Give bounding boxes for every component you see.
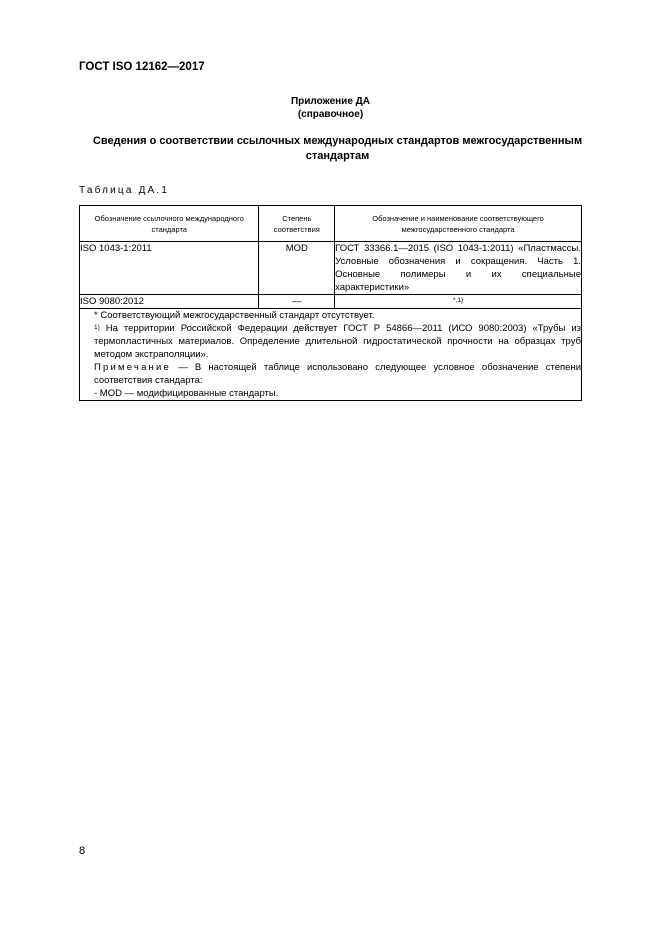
table-row: [80, 242, 582, 295]
footnote-1: [80, 322, 581, 361]
appendix-title: Приложение ДА: [290, 96, 371, 107]
cell-ref: ISO 1043-1:2011: [80, 242, 259, 295]
header-degree: Степень соответствия: [259, 206, 335, 242]
header-ref-standard: Обозначение ссылочного международного стандарта: [80, 206, 259, 242]
cell-degree: MOD: [259, 242, 335, 295]
page-number: 8: [79, 845, 86, 857]
correspondence-table: [79, 205, 582, 401]
header-interstate-standard: Обозначение и наименование соответствующего межгосударственного стандарта: [335, 206, 582, 242]
footnote-1-mark: 1): [94, 324, 100, 331]
cell-standard: [335, 295, 582, 309]
footnote-star: * Соответствующий межгосударственный стандарт отсутствует.: [94, 310, 375, 321]
table-header-row: [80, 206, 582, 242]
table-footnotes: [80, 309, 582, 401]
table-note: [80, 361, 581, 387]
note-word: Примечание: [94, 362, 171, 373]
table-row: [80, 295, 582, 309]
cell-degree: —: [259, 295, 335, 309]
mod-definition: - MOD — модифицированные стандарты.: [94, 388, 279, 399]
footnote-1-text: На территории Российской Федерации действует ГОСТ Р 54866—2011 (ИСО 9080:2003) «Трубы из термопластичных материалов. Определение длительной гидростатической прочности на образцах труб методом экстраполяции».: [94, 323, 581, 360]
table-label: Таблица ДА.1: [79, 185, 170, 196]
appendix-subtitle: (справочное): [297, 109, 364, 120]
cell-ref: ISO 9080:2012: [80, 295, 259, 309]
table-footnotes-row: [80, 309, 582, 401]
appendix-heading: [0, 95, 661, 121]
document-id: ГОСТ ISO 12162—2017: [79, 61, 205, 73]
section-title: Сведения о соответствии ссылочных международных стандартов межгосударственным стандартам: [92, 135, 583, 162]
note-text: — В настоящей таблице использовано следующее условное обозначение степени соответствия стандарта:: [94, 362, 581, 386]
footnote-ref-mark: *,1): [453, 297, 464, 304]
cell-standard: ГОСТ 33366.1—2015 (ISO 1043-1:2011) «Пластмассы. Условные обозначения и сокращения. Часть 1. Основные полимеры и их специальные характеристики»: [335, 243, 581, 293]
